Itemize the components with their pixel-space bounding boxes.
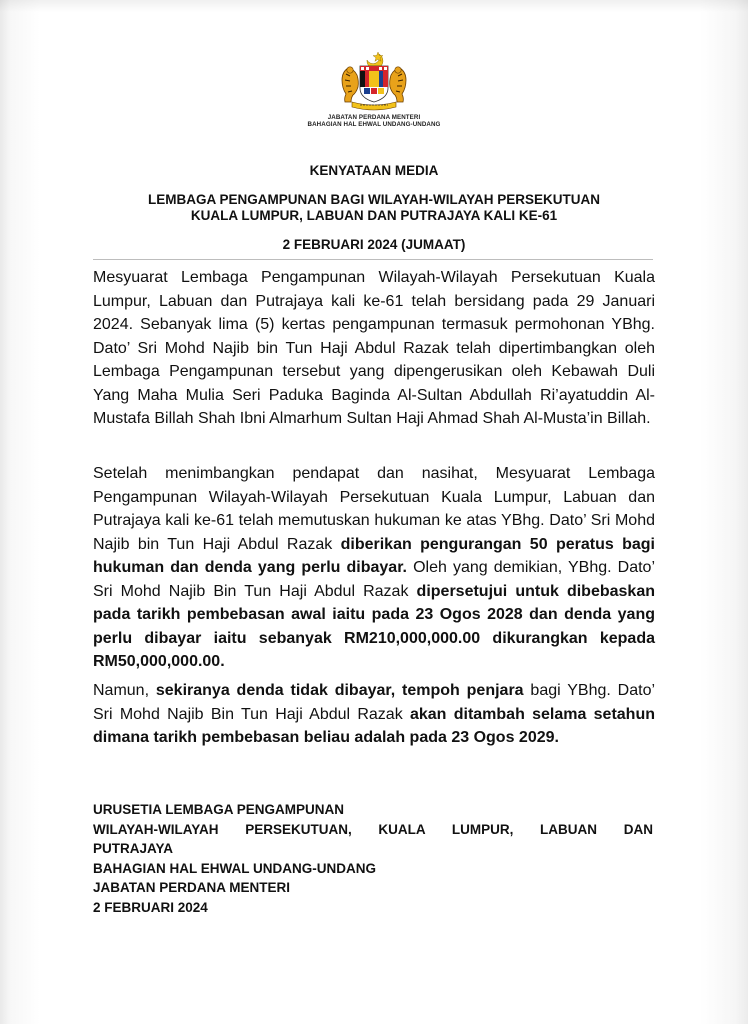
division-name: BAHAGIAN HAL EHWAL UNDANG-UNDANG bbox=[307, 121, 441, 128]
paragraph-3-text-a: Namun, bbox=[93, 682, 156, 699]
paragraph-3 bbox=[93, 679, 655, 750]
paragraph-3-bold-d: akan ditambah selama setahun dimana tarikh pembebasan beliau adalah pada 23 Ogos 2029. bbox=[93, 705, 655, 746]
title-line-2: KUALA LUMPUR, LABUAN DAN PUTRAJAYA KALI KE-61 bbox=[190, 208, 558, 223]
paragraph-3-text-c: bagi YBhg. Dato’ Sri Mohd Najib Bin Tun Haji Abdul Razak bbox=[93, 682, 656, 723]
signature-line-4: BAHAGIAN HAL EHWAL UNDANG-UNDANG bbox=[93, 860, 376, 876]
signature-date: 2 FEBRUARI 2024 bbox=[93, 899, 208, 915]
signature-line-3: PUTRAJAYA bbox=[93, 841, 174, 856]
divider bbox=[93, 259, 653, 260]
signature-line-1: URUSETIA LEMBAGA PENGAMPUNAN bbox=[93, 802, 345, 817]
document-type-heading: KENYATAAN MEDIA bbox=[309, 163, 439, 178]
signature-block bbox=[93, 800, 653, 917]
paragraph-2 bbox=[93, 462, 655, 674]
paragraph-2-bold-d: dipersetujui untuk dibebaskan pada tarikh pembebasan awal iaitu pada 23 Ogos 2028 dan denda yang perlu dibayar iaitu sebanyak RM210,000,000.00 dikurangkan kepada RM50,000,000.00. bbox=[93, 582, 655, 670]
paragraph-2-bold-b: diberikan pengurangan 50 peratus bagi hukuman dan denda yang perlu dibayar. bbox=[93, 535, 655, 576]
malaysia-coat-of-arms-icon bbox=[334, 48, 414, 114]
paragraph-3-bold-b: sekiranya denda tidak dibayar, tempoh penjara bbox=[155, 682, 524, 699]
title-line-1: LEMBAGA PENGAMPUNAN BAGI WILAYAH-WILAYAH PERSEKUTUAN bbox=[147, 192, 601, 207]
department-name: JABATAN PERDANA MENTERI bbox=[327, 114, 421, 121]
page-shadow bbox=[0, 0, 748, 12]
paragraph-2-text-a: Setelah menimbangkan pendapat dan nasihat, Mesyuarat Lembaga Pengampunan Wilayah-Wilayah Persekutuan Kuala Lumpur, Labuan dan Putrajaya kali ke-61 telah memutuskan hukuman ke atas YBhg. Dato’ Sri Mohd Najib bin Tun Haji Abdul Razak bbox=[93, 465, 655, 553]
paragraph-2-text-c: Oleh yang demikian, YBhg. Dato’ Sri Mohd Najib Bin Tun Haji Abdul Razak bbox=[93, 559, 656, 600]
document-date: 2 FEBRUARI 2024 (JUMAAT) bbox=[282, 237, 466, 252]
signature-line-2: WILAYAH-WILAYAH PERSEKUTUAN, KUALA LUMPUR, LABUAN DAN bbox=[93, 821, 653, 837]
paragraph-1-text: Mesyuarat Lembaga Pengampunan Wilayah-Wilayah Persekutuan Kuala Lumpur, Labuan dan Putrajaya kali ke-61 telah bersidang pada 29 Januari 2024. Sebanyak lima (5) kertas pengampunan termasuk permohonan YBhg. Dato’ Sri Mohd Najib bin Tun Haji Abdul Razak telah dipertimbangkan oleh Lembaga Pengampunan tersebut yang dipengerusikan oleh Kebawah Duli Yang Maha Mulia Seri Paduka Baginda Al-Sultan Abdullah Ri’ayatuddin Al-Mustafa Billah Shah Ibni Almarhum Sultan Haji Ahmad Shah Al-Musta’in Billah. bbox=[93, 269, 655, 427]
paragraph-1 bbox=[93, 266, 655, 431]
signature-line-5: JABATAN PERDANA MENTERI bbox=[93, 880, 291, 895]
